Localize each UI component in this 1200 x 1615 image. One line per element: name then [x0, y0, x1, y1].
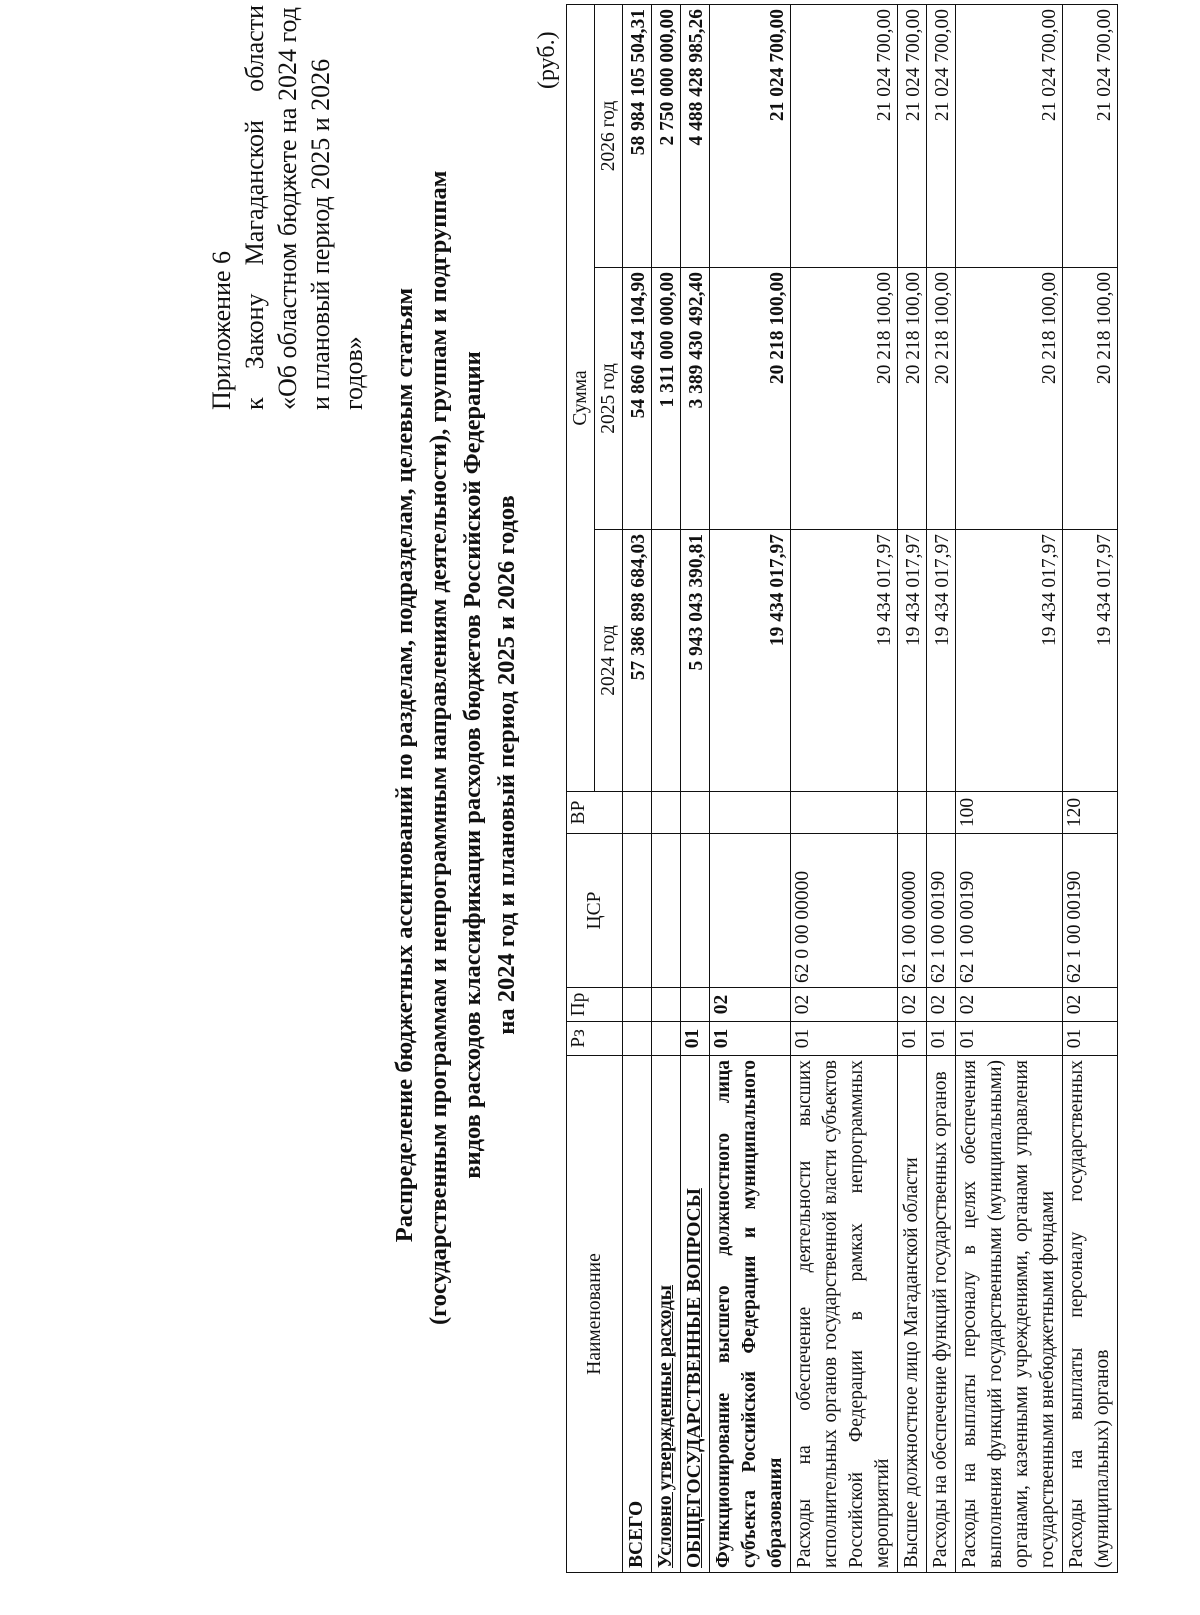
- row-amount-2024: 57 386 898 684,03: [623, 530, 652, 792]
- row-csr: [681, 834, 710, 988]
- row-vr: [791, 792, 898, 834]
- currency-note: (руб.): [534, 31, 560, 89]
- row-csr: 62 1 00 00190: [1063, 834, 1118, 988]
- header-year-2026: 2026 год: [595, 5, 623, 268]
- row-name: Расходы на обеспечение деятельности высших исполнительных органов государственной власти субъектов Российской Федерации в рамках непрограммных мероприятий: [791, 1056, 898, 1573]
- row-name: Расходы на выплаты персоналу государственных (муниципальных) органов: [1063, 1056, 1118, 1573]
- row-amount-2026: 21 024 700,00: [898, 5, 927, 268]
- row-amount-2026: 21 024 700,00: [1063, 5, 1118, 268]
- row-amount-2026: 2 750 000 000,00: [652, 5, 681, 268]
- title-line: (государственным программам и непрограммным направлениям деятельности), группам и подгруппам: [425, 170, 452, 1325]
- table-row: [927, 5, 956, 1573]
- table-row: [681, 5, 710, 1573]
- table-row: [956, 5, 1063, 1573]
- row-name: Условно утвержденные расходы: [652, 1056, 681, 1573]
- table-row: [623, 5, 652, 1573]
- title-line: на 2024 год и плановый период 2025 и 2026 годов: [493, 495, 520, 1035]
- row-name: Расходы на обеспечение функций государственных органов: [927, 1056, 956, 1573]
- row-pr: [681, 988, 710, 1022]
- appendix-word: к: [240, 397, 269, 410]
- row-pr: 02: [710, 988, 791, 1022]
- table-row: [791, 5, 898, 1573]
- header-pr: Пр: [567, 988, 623, 1022]
- budget-table: [566, 4, 1118, 1573]
- row-amount-2026: 21 024 700,00: [710, 5, 791, 268]
- row-amount-2025: 1 311 000 000,00: [652, 268, 681, 530]
- row-amount-2024: 19 434 017,97: [898, 530, 927, 792]
- row-amount-2026: 4 488 428 985,26: [681, 5, 710, 268]
- row-csr: 62 1 00 00000: [898, 834, 927, 988]
- row-rz: 01: [898, 1022, 927, 1056]
- appendix-word: Магаданской: [240, 120, 269, 266]
- appendix-number: Приложение 6: [207, 250, 236, 410]
- row-amount-2024: 19 434 017,97: [927, 530, 956, 792]
- row-vr: [927, 792, 956, 834]
- row-vr: [623, 792, 652, 834]
- header-csr: ЦСР: [567, 834, 623, 988]
- row-pr: 02: [956, 988, 1063, 1022]
- row-amount-2024: 19 434 017,97: [710, 530, 791, 792]
- header-year-2024: 2024 год: [595, 530, 623, 792]
- row-amount-2024: 19 434 017,97: [956, 530, 1063, 792]
- header-year-2025: 2025 год: [595, 268, 623, 530]
- row-vr: 100: [956, 792, 1063, 834]
- row-csr: [652, 834, 681, 988]
- row-csr: 62 1 00 00190: [927, 834, 956, 988]
- document-title: [388, 170, 524, 1325]
- row-pr: [652, 988, 681, 1022]
- header-vr: ВР: [567, 792, 623, 834]
- title-line: видов расходов классификации расходов бюджетов Российской Федерации: [459, 351, 486, 1179]
- row-name: Высшее должностное лицо Магаданской области: [898, 1056, 927, 1573]
- row-rz: [652, 1022, 681, 1056]
- appendix-word: области: [240, 5, 269, 92]
- row-amount-2025: 20 218 100,00: [710, 268, 791, 530]
- row-name: Расходы на выплаты персоналу в целях обеспечения выполнения функций государственными (муниципальными) органами, казенными учреждениями, органами управления государственными внебюджетными фондами: [956, 1056, 1063, 1573]
- row-csr: 62 0 00 00000: [791, 834, 898, 988]
- row-rz: 01: [681, 1022, 710, 1056]
- appendix-law-title: «Об областном бюджете на 2024 год: [273, 7, 302, 410]
- row-name: Функционирование высшего должностного лица субъекта Российской Федерации и муниципального образования: [710, 1056, 791, 1573]
- row-vr: [681, 792, 710, 834]
- row-amount-2026: 21 024 700,00: [927, 5, 956, 268]
- row-rz: 01: [791, 1022, 898, 1056]
- appendix-law-period: и плановый период 2025 и 2026 годов»: [306, 58, 368, 410]
- row-pr: 02: [791, 988, 898, 1022]
- row-vr: [898, 792, 927, 834]
- header-rz: Рз: [567, 1022, 623, 1056]
- title-line: Распределение бюджетных ассигнований по разделам, подразделам, целевым статьям: [391, 287, 418, 1243]
- header-sum: Сумма: [567, 5, 595, 792]
- table-row: [710, 5, 791, 1573]
- row-pr: 02: [927, 988, 956, 1022]
- row-name: ВСЕГО: [623, 1056, 652, 1573]
- row-amount-2025: 3 389 430 492,40: [681, 268, 710, 530]
- header-name: Наименование: [567, 1056, 623, 1573]
- row-amount-2024: [652, 530, 681, 792]
- row-amount-2026: 21 024 700,00: [956, 5, 1063, 268]
- row-amount-2025: 20 218 100,00: [898, 268, 927, 530]
- appendix-law-line: [238, 5, 271, 410]
- row-rz: 01: [956, 1022, 1063, 1056]
- row-amount-2026: 21 024 700,00: [791, 5, 898, 268]
- row-csr: 62 1 00 00190: [956, 834, 1063, 988]
- row-amount-2025: 20 218 100,00: [927, 268, 956, 530]
- table-row: [898, 5, 927, 1573]
- row-vr: [652, 792, 681, 834]
- row-rz: 01: [1063, 1022, 1118, 1056]
- row-rz: 01: [927, 1022, 956, 1056]
- row-amount-2025: 20 218 100,00: [791, 268, 898, 530]
- row-amount-2024: 5 943 043 390,81: [681, 530, 710, 792]
- row-csr: [710, 834, 791, 988]
- row-amount-2026: 58 984 105 504,31: [623, 5, 652, 268]
- row-amount-2024: 19 434 017,97: [791, 530, 898, 792]
- row-rz: 01: [710, 1022, 791, 1056]
- row-name: ОБЩЕГОСУДАРСТВЕННЫЕ ВОПРОСЫ: [681, 1056, 710, 1573]
- row-amount-2024: 19 434 017,97: [1063, 530, 1118, 792]
- row-vr: 120: [1063, 792, 1118, 834]
- row-rz: [623, 1022, 652, 1056]
- appendix-word: Закону: [240, 293, 269, 370]
- row-pr: 02: [1063, 988, 1118, 1022]
- row-pr: [623, 988, 652, 1022]
- row-amount-2025: 20 218 100,00: [1063, 268, 1118, 530]
- appendix-reference: [205, 5, 370, 410]
- table-row: [1063, 5, 1118, 1573]
- table-row: [652, 5, 681, 1573]
- row-amount-2025: 20 218 100,00: [956, 268, 1063, 530]
- row-vr: [710, 792, 791, 834]
- row-pr: 02: [898, 988, 927, 1022]
- row-amount-2025: 54 860 454 104,90: [623, 268, 652, 530]
- row-csr: [623, 834, 652, 988]
